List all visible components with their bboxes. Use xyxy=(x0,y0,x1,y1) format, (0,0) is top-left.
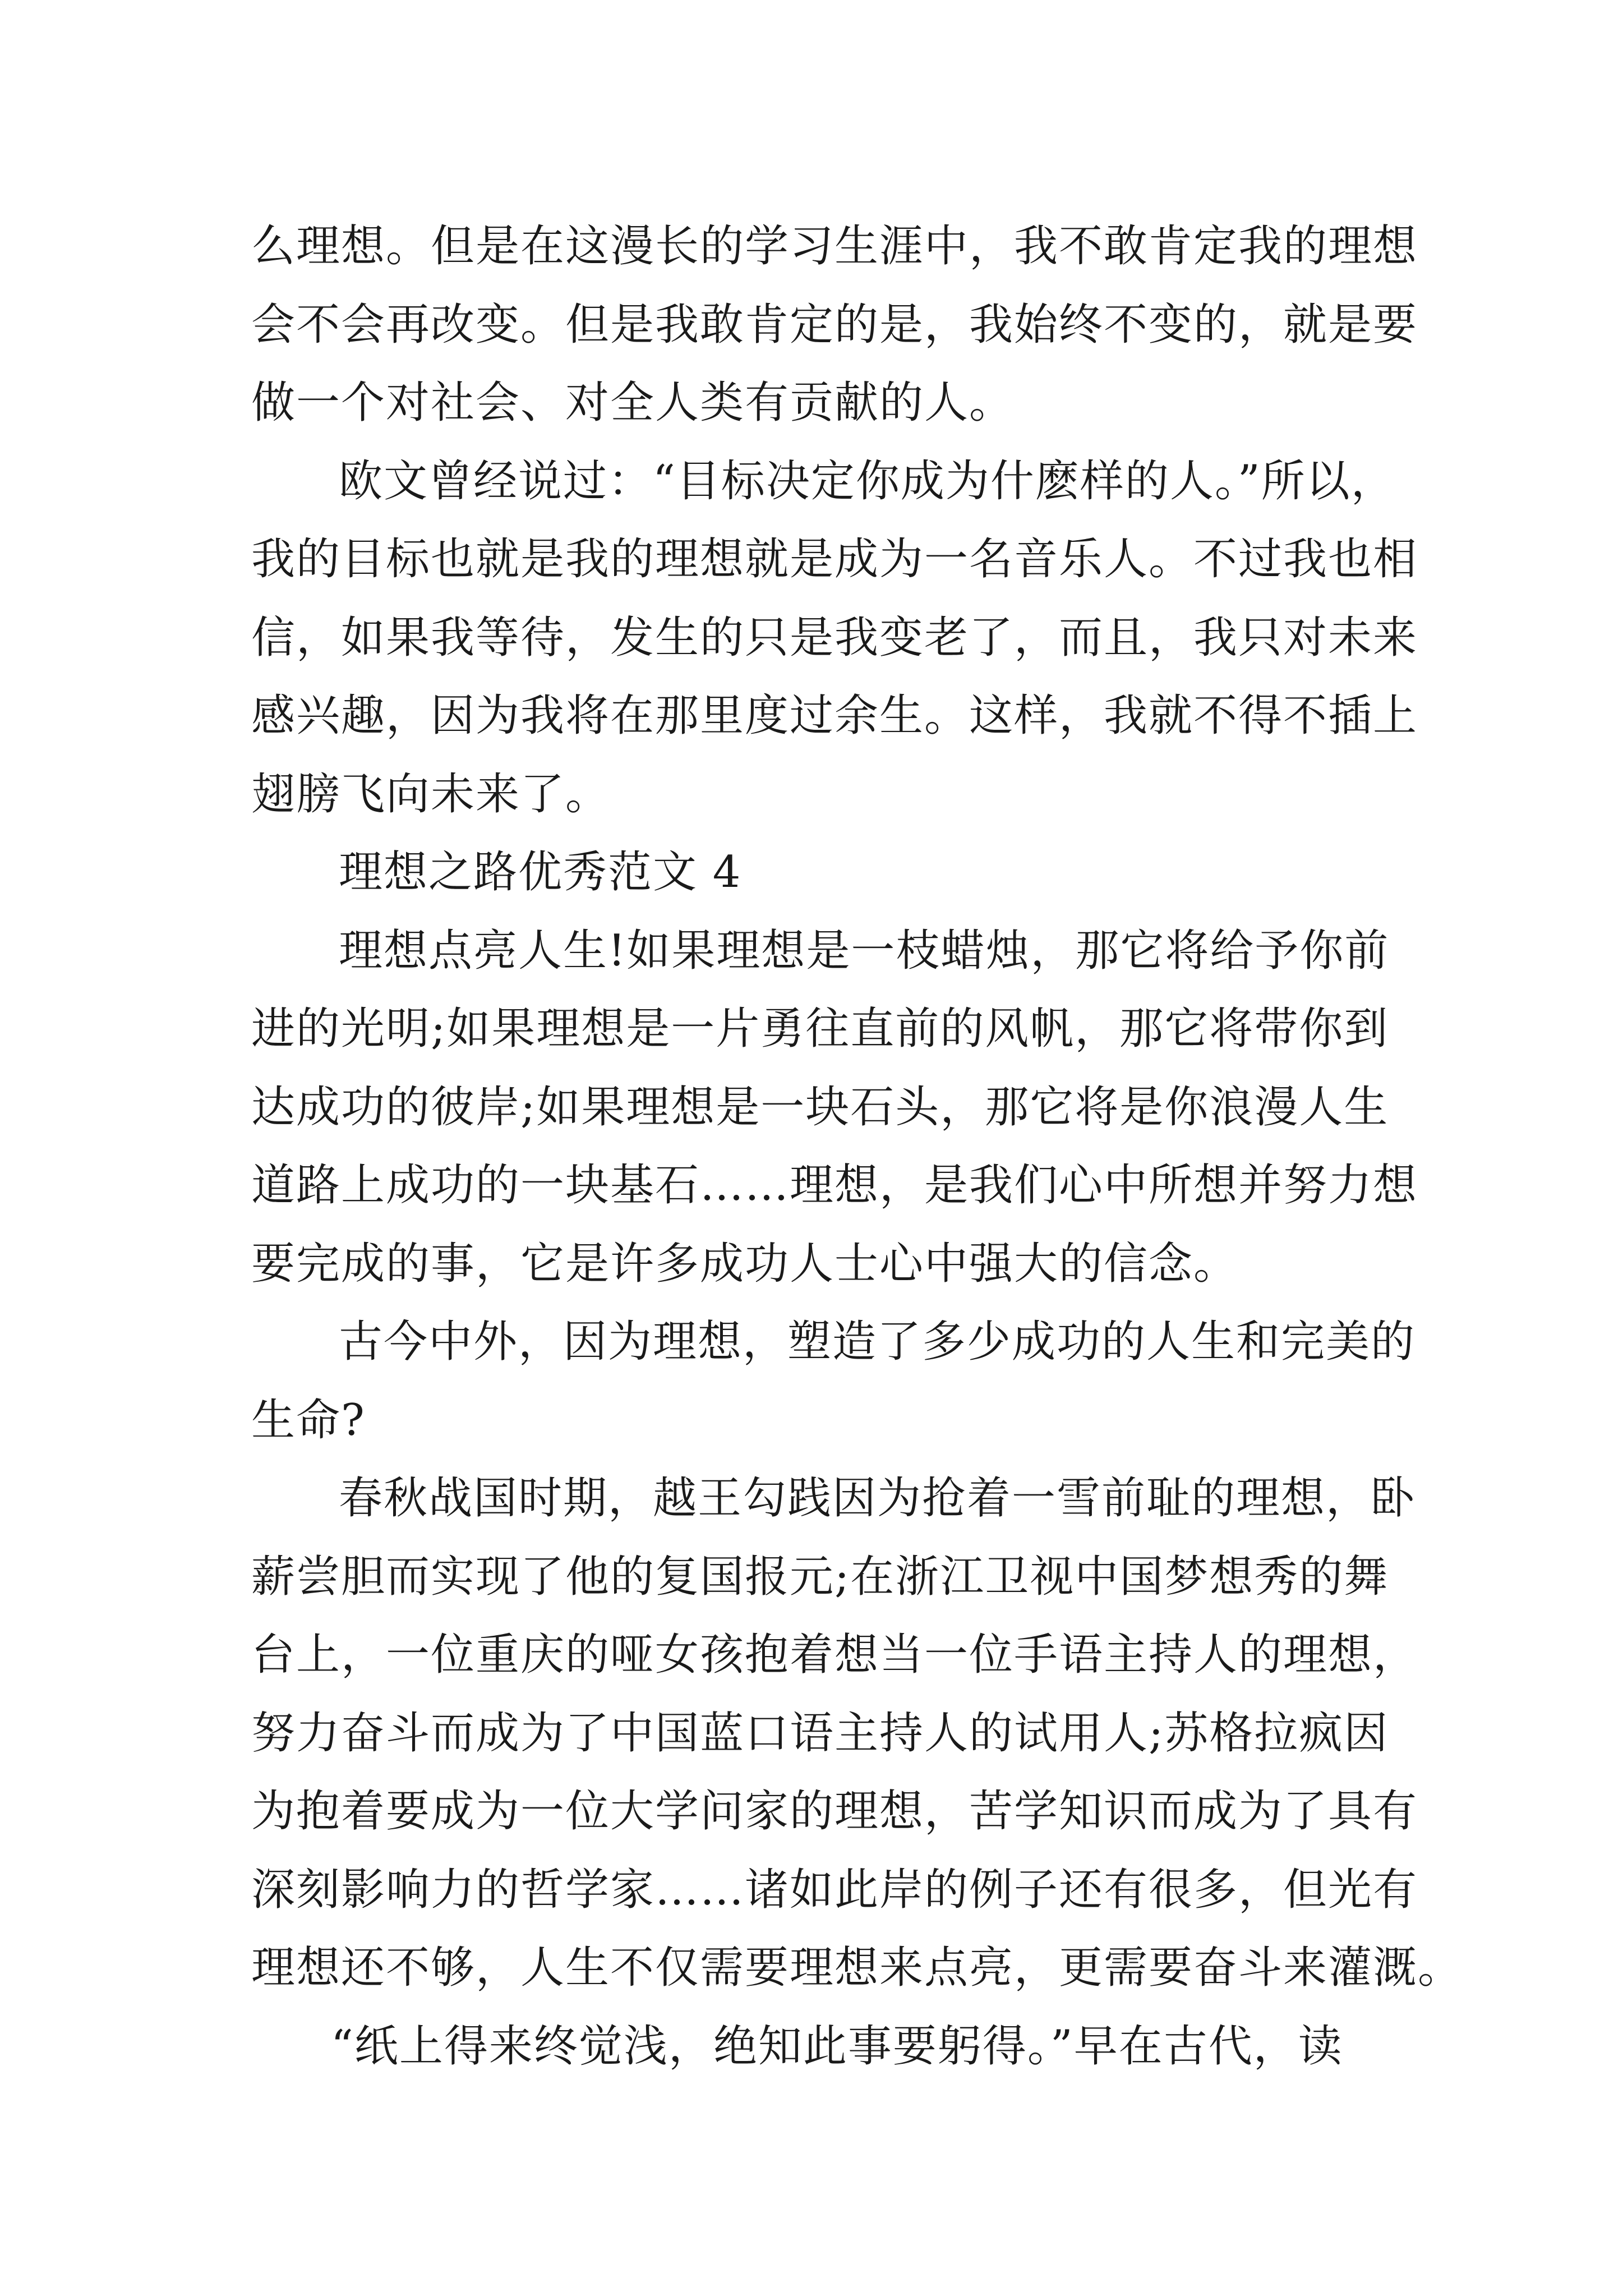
section-heading: 理想之路优秀范文 4 xyxy=(339,847,742,898)
text-line: 薪尝胆而实现了他的复国报元;在浙江卫视中国梦想秀的舞 xyxy=(251,1551,1389,1602)
text-line: 么理想。但是在这漫长的学习生涯中，我不敢肯定我的理想 xyxy=(251,221,1418,272)
text-line: 进的光明;如果理想是一片勇往直前的风帆，那它将带你到 xyxy=(251,1004,1389,1054)
text-line: 感兴趣，因为我将在那里度过余生。这样，我就不得不插上 xyxy=(251,691,1418,741)
text-line: 要完成的事，它是许多成功人士心中强大的信念。 xyxy=(251,1238,1239,1289)
paragraph-start-line: “纸上得来终觉浅，绝知此事要躬得。”早在古代，读 xyxy=(331,2021,1343,2072)
text-line: 台上，一位重庆的哑女孩抱着想当一位手语主持人的理想， xyxy=(251,1630,1418,1680)
paragraph-start-line: 理想点亮人生!如果理想是一枝蜡烛，那它将给予你前 xyxy=(339,925,1390,976)
text-line: 生命? xyxy=(251,1395,366,1446)
document-body xyxy=(251,208,1463,2086)
text-line: 达成功的彼岸;如果理想是一块石头，那它将是你浪漫人生 xyxy=(251,1082,1389,1133)
paragraph-start-line: 古今中外，因为理想，塑造了多少成功的人生和完美的 xyxy=(339,1317,1416,1367)
paragraph-start-line: 春秋战国时期，越王勾践因为抢着一雪前耻的理想，卧 xyxy=(339,1473,1416,1524)
text-line: 翅膀飞向未来了。 xyxy=(251,769,611,820)
text-line: 努力奋斗而成为了中国蓝口语主持人的试用人;苏格拉疯因 xyxy=(251,1708,1389,1759)
text-line: 深刻影响力的哲学家……诸如此岸的例子还有很多，但光有 xyxy=(251,1864,1418,1915)
text-line: 我的目标也就是我的理想就是成为一名音乐人。不过我也相 xyxy=(251,534,1418,585)
text-line: 信，如果我等待，发生的只是我变老了，而且，我只对未来 xyxy=(251,612,1418,663)
text-line: 会不会再改变。但是我敢肯定的是，我始终不变的，就是要 xyxy=(251,299,1418,350)
paragraph-start-line: 欧文曾经说过：“目标决定你成为什麽样的人。”所以， xyxy=(339,455,1396,507)
text-line: 做一个对社会、对全人类有贡献的人。 xyxy=(251,378,1015,428)
text-line: 理想还不够，人生不仅需要理想来点亮，更需要奋斗来灌溉。 xyxy=(251,1943,1463,1993)
text-line: 道路上成功的一块基石……理想，是我们心中所想并努力想 xyxy=(251,1160,1418,1211)
text-line: 为抱着要成为一位大学问家的理想，苦学知识而成为了具有 xyxy=(251,1786,1418,1837)
